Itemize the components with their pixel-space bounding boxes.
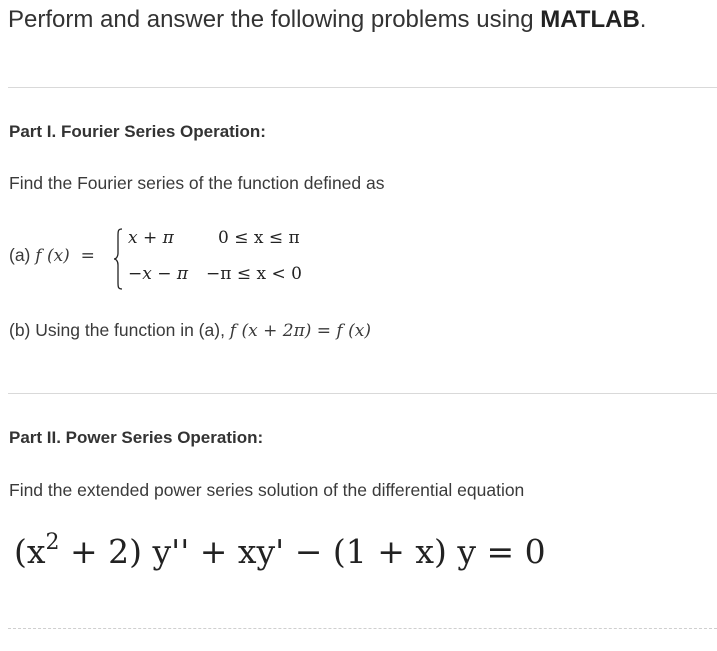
part-a-lhs: f (x) =: [35, 246, 95, 266]
part-b-math: f (x + 2π) = f (x): [229, 321, 371, 341]
case-1-expression: x + π: [128, 228, 174, 248]
part2-heading: Part II. Power Series Operation:: [9, 428, 264, 447]
part-a-tag: (a): [9, 245, 31, 265]
title-bold: MATLAB: [540, 6, 640, 33]
piecewise-brace: [113, 228, 123, 290]
part-b-line: [9, 320, 371, 341]
case-2-expression: −x − π: [128, 264, 189, 284]
part1-heading: Part I. Fourier Series Operation:: [9, 122, 266, 141]
page-title: [8, 6, 646, 34]
divider-top: [8, 87, 717, 88]
title-prefix: Perform and answer the following problems using: [8, 6, 541, 33]
part-b-text: (b) Using the function in (a),: [9, 320, 230, 340]
ode-exponent: 2: [45, 530, 60, 555]
divider-middle: [8, 393, 717, 394]
divider-bottom: [8, 628, 717, 629]
case-2-condition: −π ≤ x < 0: [206, 264, 302, 284]
part2-intro: Find the extended power series solution of the differential equation: [9, 480, 525, 500]
case-1-condition: 0 ≤ x ≤ π: [218, 228, 300, 248]
title-suffix: .: [639, 6, 647, 33]
differential-equation: [14, 530, 546, 571]
part-a-label: [9, 245, 95, 266]
part1-intro: Find the Fourier series of the function defined as: [9, 173, 385, 193]
ode-start: (x: [14, 532, 46, 571]
ode-rest: + 2) y'' + xy' − (1 + x) y = 0: [59, 532, 546, 571]
